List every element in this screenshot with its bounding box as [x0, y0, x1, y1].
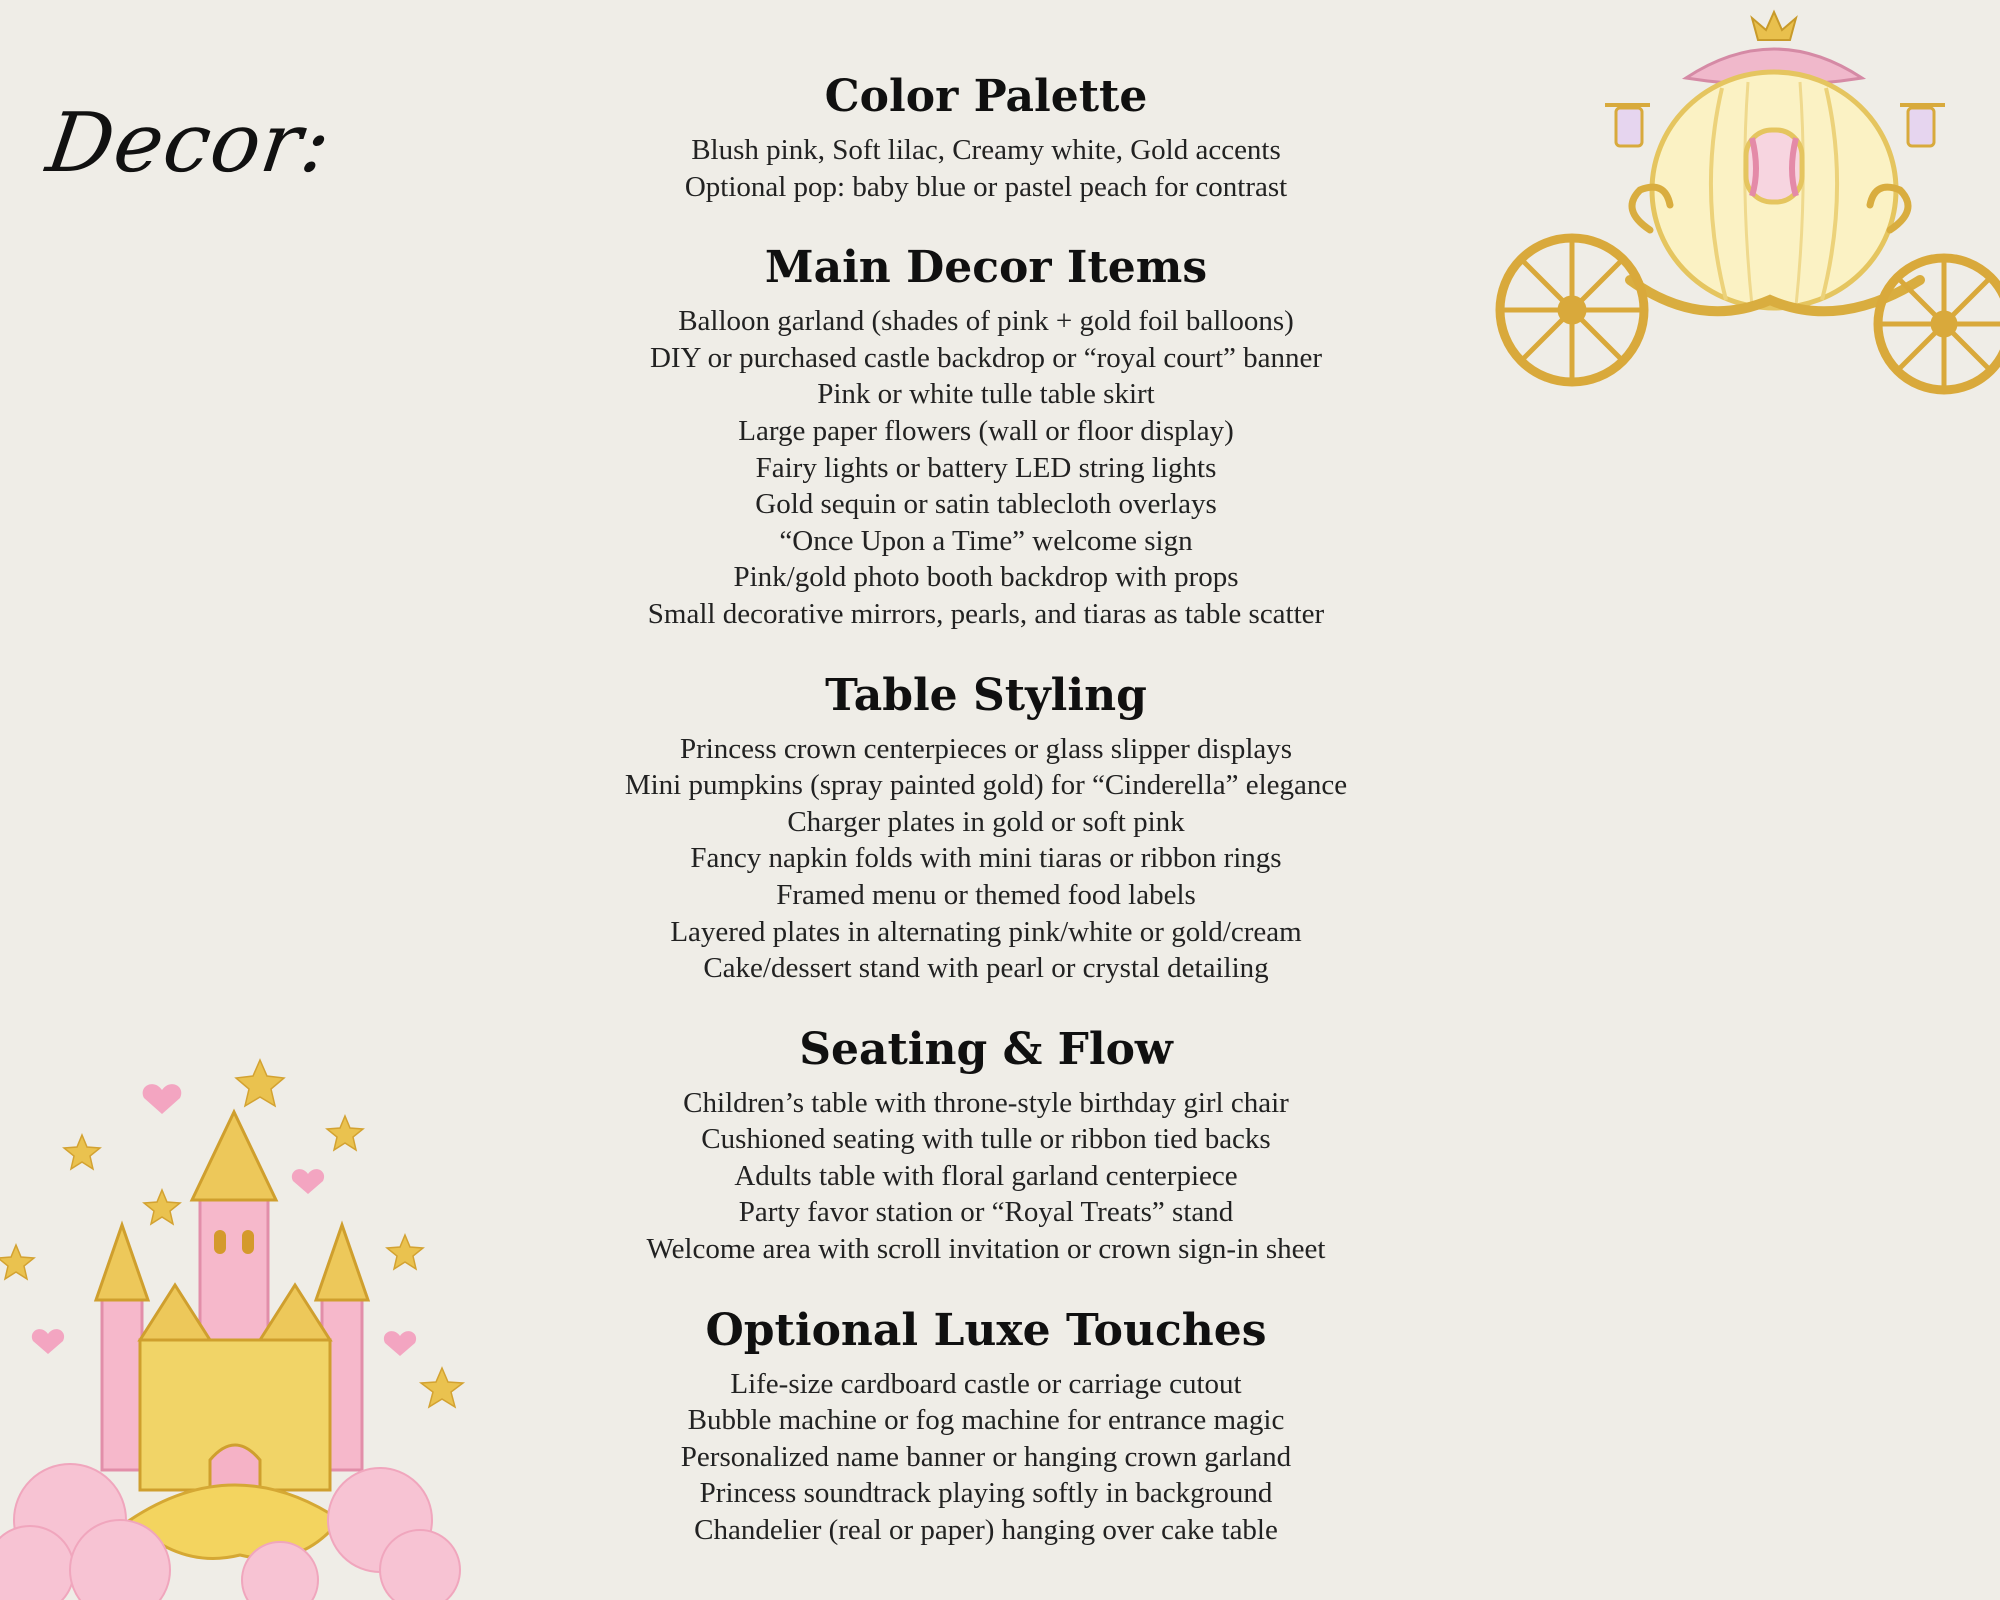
right-wheel: [1878, 258, 2000, 390]
section-table-styling: [486, 667, 1486, 987]
list-item: Gold sequin or satin tablecloth overlays: [755, 488, 1217, 521]
list-item: Balloon garland (shades of pink + gold foil balloons): [678, 305, 1294, 338]
decor-content: [486, 68, 1486, 1583]
list-item: Adults table with floral garland centerpiece: [734, 1159, 1238, 1192]
list-item: Cushioned seating with tulle or ribbon tied backs: [701, 1123, 1271, 1156]
left-wheel: [1500, 238, 1644, 382]
list-item: Small decorative mirrors, pearls, and tiaras as table scatter: [647, 597, 1325, 630]
list-item: Pink/gold photo booth backdrop with props: [733, 561, 1239, 594]
section-heading: Table Styling: [825, 669, 1147, 721]
page-title: Decor:: [41, 96, 338, 191]
list-item: DIY or purchased castle backdrop or “royal court” banner: [649, 341, 1323, 374]
section-seating-flow: [486, 1021, 1486, 1268]
list-item: Blush pink, Soft lilac, Creamy white, Gold accents: [691, 134, 1281, 166]
section-heading: Main Decor Items: [764, 242, 1208, 294]
list-item: Mini pumpkins (spray painted gold) for “Cinderella” elegance: [624, 769, 1348, 802]
section-optional-luxe-touches: [486, 1302, 1486, 1549]
list-item: Princess soundtrack playing softly in background: [699, 1477, 1273, 1510]
section-heading: Optional Luxe Touches: [705, 1304, 1267, 1356]
list-item: Cake/dessert stand with pearl or crystal detailing: [703, 952, 1269, 985]
list-item: Chandelier (real or paper) hanging over cake table: [694, 1514, 1278, 1547]
castle-illustration: [0, 1050, 470, 1600]
list-item: Fancy napkin folds with mini tiaras or ribbon rings: [690, 842, 1282, 875]
list-item: Fairy lights or battery LED string lights: [755, 451, 1217, 484]
section-main-decor-items: [486, 239, 1486, 632]
list-item: Bubble machine or fog machine for entrance magic: [687, 1404, 1285, 1437]
list-item: Framed menu or themed food labels: [776, 878, 1196, 911]
list-item: Welcome area with scroll invitation or crown sign-in sheet: [646, 1233, 1326, 1266]
list-item: Large paper flowers (wall or floor display): [738, 414, 1234, 447]
list-item: Life-size cardboard castle or carriage cutout: [730, 1367, 1242, 1400]
list-item: Layered plates in alternating pink/white or gold/cream: [670, 915, 1302, 948]
section-heading: Seating & Flow: [799, 1023, 1173, 1075]
list-item: Personalized name banner or hanging crown garland: [680, 1440, 1292, 1473]
list-item: Charger plates in gold or soft pink: [787, 805, 1185, 838]
list-item: Princess crown centerpieces or glass slipper displays: [679, 732, 1293, 765]
section-color-palette: [486, 68, 1486, 205]
list-item: Pink or white tulle table skirt: [817, 378, 1155, 411]
list-item: Party favor station or “Royal Treats” stand: [738, 1196, 1234, 1229]
list-item: Children’s table with throne-style birthday girl chair: [683, 1086, 1289, 1119]
list-item: Optional pop: baby blue or pastel peach for contrast: [684, 170, 1288, 203]
section-heading: Color Palette: [824, 71, 1148, 122]
list-item: “Once Upon a Time” welcome sign: [779, 524, 1193, 557]
crown-icon: [1752, 12, 1796, 40]
carriage-illustration: [1490, 0, 2000, 400]
